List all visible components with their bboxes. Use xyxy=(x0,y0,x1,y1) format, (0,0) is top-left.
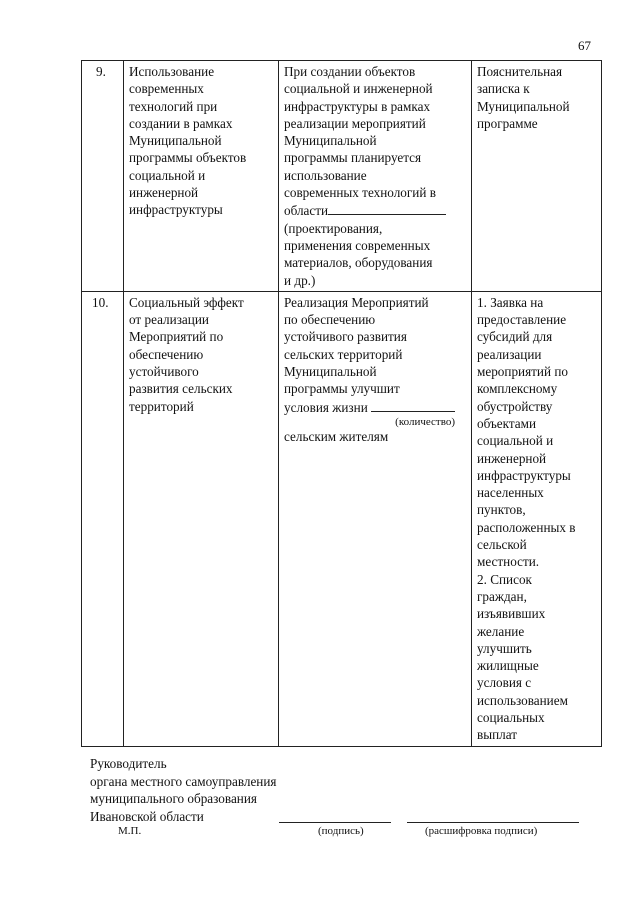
text-line: комплексному xyxy=(477,381,558,397)
text-line: субсидий для xyxy=(477,329,553,345)
table-row xyxy=(82,61,602,292)
signature-field[interactable] xyxy=(279,822,391,823)
text-line: условия жизни xyxy=(284,399,368,415)
text-line: граждан, xyxy=(477,588,527,604)
text-line: технологий при xyxy=(129,98,218,114)
blank-field[interactable] xyxy=(328,201,446,215)
text-line: местности. xyxy=(477,554,540,570)
signature-block xyxy=(90,755,277,825)
text-line: инженерной xyxy=(477,450,547,466)
text-line: обустройству xyxy=(477,398,553,414)
text-line: реализации мероприятий xyxy=(284,115,426,131)
text-line: выплат xyxy=(477,727,518,743)
text-line: мероприятий по xyxy=(477,364,568,380)
text-line: использование xyxy=(284,167,367,183)
text-line: по обеспечению xyxy=(284,312,376,328)
text-line: Муниципальной xyxy=(284,133,377,149)
text-line: расположенных в xyxy=(477,519,576,535)
text-line: 2. Список xyxy=(477,571,532,587)
criterion-description-cell xyxy=(279,61,472,292)
signer-title-line: муниципального образования xyxy=(90,791,257,806)
signature-label: (подпись) xyxy=(318,825,364,837)
text-line: инженерной xyxy=(129,185,199,201)
text-line: социальной и инженерной xyxy=(284,81,433,97)
text-line: обеспечению xyxy=(129,346,204,362)
text-line: программы улучшит xyxy=(284,381,400,397)
text-line: Муниципальной xyxy=(477,98,570,114)
text-line: современных xyxy=(129,81,204,97)
text-line: жилищные xyxy=(477,658,539,674)
text-line: материалов, оборудования xyxy=(284,255,433,271)
text-line: (проектирования, xyxy=(284,220,383,236)
criteria-table xyxy=(81,60,602,747)
text-line: устойчивого xyxy=(129,364,199,380)
text-line: улучшить xyxy=(477,640,532,656)
text-line: условия с xyxy=(477,675,532,691)
criterion-name-cell xyxy=(124,291,279,746)
text-line: желание xyxy=(477,623,525,639)
document-cell xyxy=(472,291,602,746)
row-number: 9. xyxy=(82,61,124,292)
text-line: использованием xyxy=(477,692,568,708)
stamp-place-label: М.П. xyxy=(118,825,142,837)
text-line: сельским жителям xyxy=(284,428,389,444)
text-line: территорий xyxy=(129,398,194,414)
table-row xyxy=(82,291,602,746)
text-line: Мероприятий по xyxy=(129,329,224,345)
text-line: и др.) xyxy=(284,272,316,288)
page-number: 67 xyxy=(578,38,591,53)
text-line: Муниципальной xyxy=(284,364,377,380)
fill-in-line xyxy=(284,398,467,416)
text-line: Реализация Мероприятий xyxy=(284,294,429,310)
fill-in-line xyxy=(284,201,467,219)
text-line: При создании объектов xyxy=(284,64,416,79)
signer-title-line: Руководитель xyxy=(90,756,167,771)
text-line: Социальный эффект xyxy=(129,294,244,310)
signature-decode-label: (расшифровка подписи) xyxy=(425,825,538,837)
text-line: инфраструктуры xyxy=(477,467,571,483)
criterion-name-cell xyxy=(124,61,279,292)
criterion-description-cell xyxy=(279,291,472,746)
text-line: устойчивого развития xyxy=(284,329,407,345)
document-cell xyxy=(472,61,602,292)
text-line: программы планируется xyxy=(284,150,422,166)
text-line: программе xyxy=(477,115,538,131)
signer-title-line: Ивановской области xyxy=(90,808,204,824)
text-line: пунктов, xyxy=(477,502,526,518)
quantity-note: (количество) xyxy=(395,415,455,428)
text-line: инфраструктуры xyxy=(129,202,223,218)
text-line: от реализации xyxy=(129,312,209,328)
row-number: 10. xyxy=(82,291,124,746)
text-line: населенных xyxy=(477,485,544,501)
text-line: предоставление xyxy=(477,312,567,328)
text-line: инфраструктуры в рамках xyxy=(284,98,431,114)
text-line: записка к xyxy=(477,81,530,97)
text-line: создании в рамках xyxy=(129,115,233,131)
text-line: сельских территорий xyxy=(284,346,403,362)
text-line: программы объектов xyxy=(129,150,247,166)
signature-decode-field[interactable] xyxy=(407,822,579,823)
text-line: социальной и xyxy=(477,433,554,449)
text-line: объектами xyxy=(477,415,537,431)
text-line: развития сельских xyxy=(129,381,233,397)
text-line: Пояснительная xyxy=(477,64,563,79)
text-line: современных технологий в xyxy=(284,185,436,201)
text-line: реализации xyxy=(477,346,542,362)
text-line: изъявивших xyxy=(477,606,546,622)
text-line: применения современных xyxy=(284,237,431,253)
text-line: социальной и xyxy=(129,167,206,183)
text-line: 1. Заявка на xyxy=(477,294,544,310)
text-line: сельской xyxy=(477,537,527,553)
signer-title-line: органа местного самоуправления xyxy=(90,773,277,789)
text-line: социальных xyxy=(477,709,545,725)
text-line: Использование xyxy=(129,64,215,79)
text-line: области xyxy=(284,203,329,219)
blank-field[interactable] xyxy=(371,398,455,412)
text-line: Муниципальной xyxy=(129,133,222,149)
